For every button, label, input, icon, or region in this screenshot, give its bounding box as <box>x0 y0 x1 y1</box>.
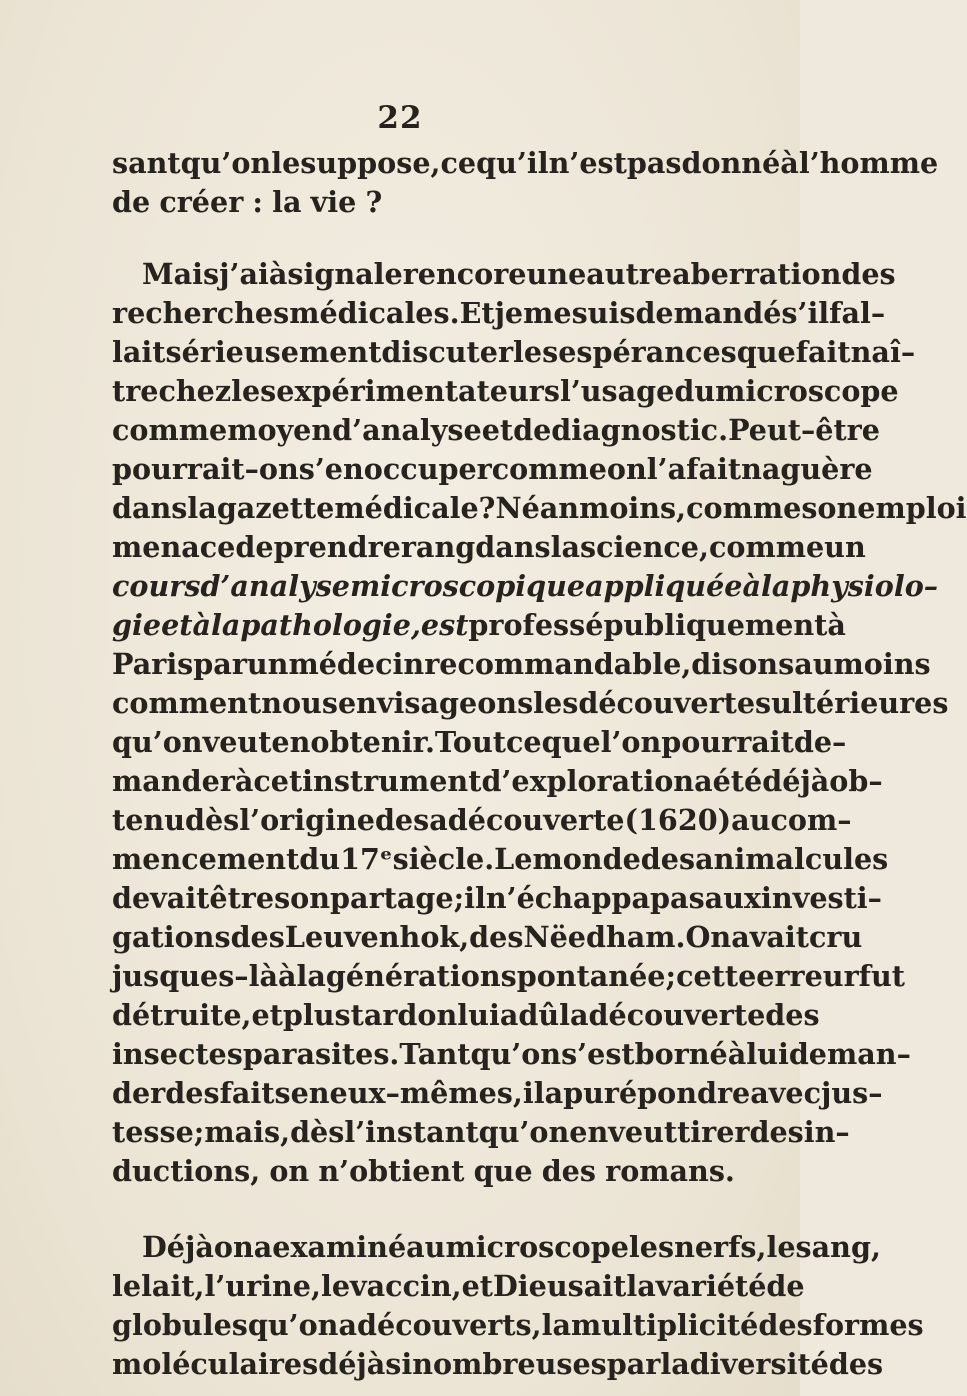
text-line: globules qu’on a découverts, la multiplicité des formes <box>112 1308 924 1342</box>
text-line: recherches médicales. Et je me suis demandé s’il fal– <box>112 296 886 330</box>
text-line: le lait, l’urine, le vaccin, et Dieu sait la variété de <box>112 1269 805 1303</box>
text-line: der des faits en eux–mêmes, il a pu répondre avec jus– <box>112 1076 883 1110</box>
text-line: lait sérieusement discuter les espérances que fait naî– <box>112 335 916 369</box>
text-line: de créer : la vie ? <box>112 185 383 219</box>
text-line: gations des Leuvenhok, des Nëedham. On avait cru <box>112 920 863 954</box>
text-line: tre chez les expérimentateurs l’usage du microscope <box>112 374 899 408</box>
text-line: Paris par un médecin recommandable, disons au moins <box>112 647 931 681</box>
text-line: tesse ; mais, dès l’instant qu’on en veut tirer des in– <box>112 1115 850 1149</box>
page-body <box>112 144 967 1384</box>
text-line: insectes parasites. Tant qu’on s’est borné à lui deman– <box>112 1037 911 1071</box>
text-line: moléculaires déjà si nombreuses par la diversité des <box>112 1347 884 1381</box>
text-line: mander à cet instrument d’exploration a été déjà ob– <box>112 764 883 798</box>
text-line: comme moyen d’analyse et de diagnostic. Peut–être <box>112 413 880 447</box>
text-line: pourrait–on s’en occuper comme on l’a fait naguère <box>112 452 873 486</box>
text-line: gie et à la pathologie, est professé publiquement à <box>112 608 846 642</box>
paragraph <box>112 1228 924 1384</box>
text-line: devait être son partage ; il n’échappa pas aux investi– <box>112 881 882 915</box>
text-line: ductions, on n’obtient que des romans. <box>112 1154 735 1188</box>
text-line: sant qu’on le suppose, ce qu’il n’est pas donné à l’homme <box>112 146 939 180</box>
text-line: cours d’analyse microscopique appliquée à la physiolo– <box>112 569 939 603</box>
text-line: qu’on veut en obtenir. Tout ce que l’on pourrait de– <box>112 725 847 759</box>
paragraph <box>112 144 939 222</box>
text-line: dans la gazette médicale? Néanmoins, comme son emploi <box>112 491 967 525</box>
paragraph <box>112 255 967 1191</box>
text-line: tenu dès l’origine de sa découverte ( 1620 ) au com– <box>112 803 852 837</box>
page-number: 22 <box>377 100 423 136</box>
text-line: comment nous envisageons les découvertes ultérieures <box>112 686 949 720</box>
text-line: Déjà on a examiné au microscope les nerfs, le sang, <box>142 1230 881 1264</box>
text-line: Mais j’ai à signaler encore une autre aberration des <box>142 257 896 291</box>
text-line: jusques–là à la génération spontanée ; cette erreur fut <box>112 959 905 993</box>
text-line: détruite, et plus tard on lui a dû la découverte des <box>112 998 820 1032</box>
text-line: mencement du 17ᵉ siècle. Le monde des animalcules <box>112 842 889 876</box>
text-line: menace de prendre rang dans la science, comme un <box>112 530 866 564</box>
